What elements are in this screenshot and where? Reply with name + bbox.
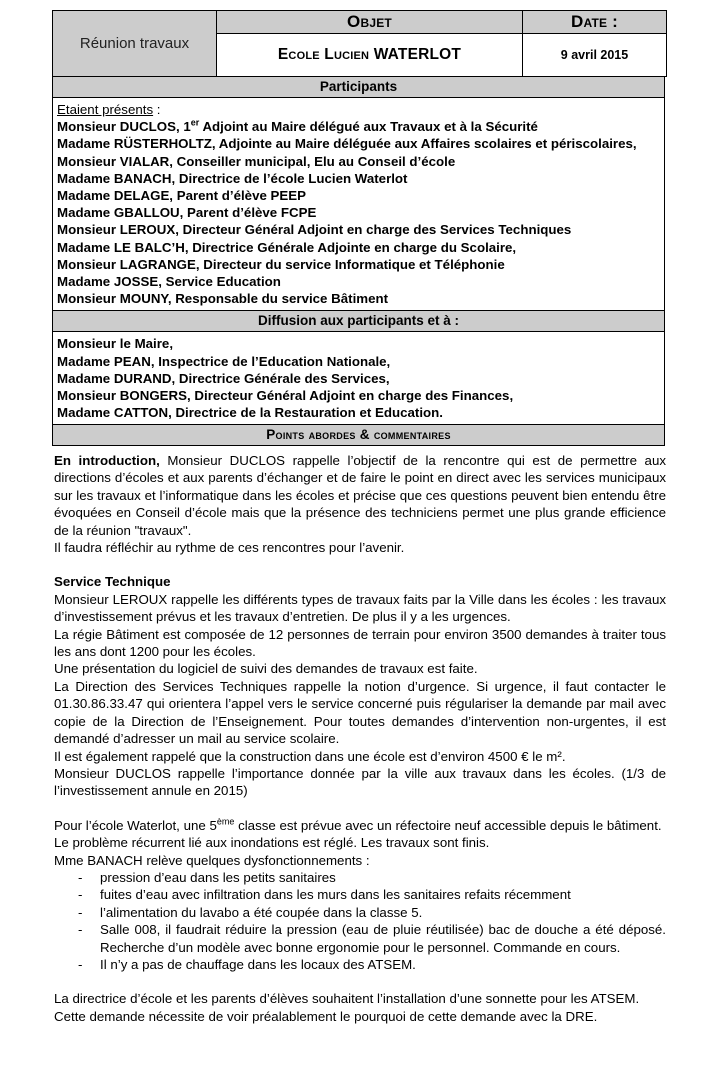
waterlot-paragraph: Mme BANACH relève quelques dysfonctionnements : [54, 852, 370, 868]
date-value-cell [523, 34, 667, 77]
service-technique-heading: Service Technique [54, 574, 171, 590]
waterlot-paragraph: Pour l’école Waterlot, une 5ème classe est prévue avec un réfectoire neuf accessible depuis le bâtiment. [54, 816, 662, 833]
points-section-label: Points abordes & commentaires [266, 427, 451, 443]
list-item: - fuites d’eau avec infiltration dans les murs dans les sanitaires refaits récemment [54, 886, 666, 903]
intro-followup: Il faudra réfléchir au rythme de ces rencontres pour l’avenir. [54, 540, 405, 556]
diffusion-section-header [52, 311, 665, 332]
spacer [54, 800, 666, 817]
participant-line: Madame JOSSE, Service Education [57, 274, 281, 290]
participants-list [52, 98, 665, 311]
dysfunction-list [54, 869, 666, 973]
participant-line: Madame GBALLOU, Parent d’élève FCPE [57, 205, 317, 221]
date-label-cell [523, 11, 667, 34]
participants-section-label: Participants [319, 79, 398, 94]
intro-text: Monsieur DUCLOS rappelle l’objectif de la rencontre qui est de permettre aux directions d’écoles et aux parents d’échanger et de faire le point en direct avec les services municipaux sur les travaux et l’informatique dans les écoles et précise que ces questions peuvent bien entendu être évoquées en Conseil d’école mais que la présence des techniciens permet une plus grande efficience de la réunion "travaux". [54, 453, 666, 538]
participant-line: Madame DELAGE, Parent d’élève PEEP [57, 188, 307, 204]
list-item: - pression d’eau dans les petits sanitaires [54, 869, 666, 886]
list-item: - Salle 008, il faudrait réduire la pression (eau de pluie réutilisée) bac de douche a été déposé. Recherche d’un modèle avec bonne ergonomie pour le personnel. Commande en cours. [54, 921, 666, 956]
meeting-title-cell [53, 11, 217, 77]
objet-label-cell [217, 11, 523, 34]
service-technique-paragraph: Monsieur DUCLOS rappelle l’importance donnée par la ville aux travaux dans les écoles. (1/3 de l’investissement annule en 2015) [54, 765, 666, 799]
meeting-title: Réunion travaux [79, 35, 190, 52]
participants-intro-underlined: Etaient présents [57, 102, 154, 117]
participants-intro-suffix: : [153, 102, 161, 117]
list-item: - l’alimentation du lavabo a été coupée dans la classe 5. [54, 904, 666, 921]
meeting-header-table [52, 10, 667, 77]
diffusion-line: Monsieur le Maire, [57, 336, 174, 352]
participant-line: Monsieur LEROUX, Directeur Général Adjoint en charge des Services Techniques [57, 222, 572, 238]
intro-paragraph [54, 452, 666, 539]
service-technique-paragraph: La Direction des Services Techniques rappelle la notion d’urgence. Si urgence, il faut contacter le 01.30.86.33.47 qui orientera l’appel vers le service concerné puis régulariser la demande par mail avec copie de la Direction de l’Enseignement. Pour toutes demandes d’intervention non-urgentes, il est demandé d’adresser un mail au service scolaire. [54, 678, 666, 747]
service-technique-paragraph: Une présentation du logiciel de suivi des demandes de travaux est faite. [54, 661, 478, 677]
participants-section-header [52, 77, 665, 98]
spacer [54, 556, 666, 573]
intro-lead: En introduction, [54, 453, 160, 468]
participants-intro [57, 101, 664, 118]
diffusion-section-label: Diffusion aux participants et à : [257, 313, 460, 329]
objet-label: Objet [347, 12, 392, 31]
diffusion-line: Madame CATTON, Directrice de la Restauration et Education. [57, 405, 443, 421]
header-row-labels [53, 11, 667, 34]
diffusion-line: Madame PEAN, Inspectrice de l’Education Nationale, [57, 353, 391, 369]
objet-value-cell [217, 34, 523, 77]
participant-line: Madame BANACH, Directrice de l’école Lucien Waterlot [57, 170, 408, 186]
date-value: 9 avril 2015 [560, 48, 629, 62]
participant-line: Madame RÜSTERHOLTZ, Adjointe au Maire déléguée aux Affaires scolaires et périscolaires, [57, 136, 637, 152]
points-section-header [52, 425, 665, 446]
participant-line: Monsieur VIALAR, Conseiller municipal, Elu au Conseil d’école [57, 153, 456, 169]
waterlot-paragraph: Le problème récurrent lié aux inondations est réglé. Les travaux sont finis. [54, 835, 490, 851]
diffusion-list [52, 332, 665, 425]
document-body [54, 452, 666, 1025]
closing-paragraph: Cette demande nécessite de voir préalablement le pourquoi de cette demande avec la DRE. [54, 1008, 598, 1024]
closing-paragraph: La directrice d’école et les parents d’élèves souhaitent l’installation d’une sonnette pour les ATSEM. [54, 991, 640, 1007]
service-technique-paragraph: La régie Bâtiment est composée de 12 personnes de terrain pour environ 3500 demandes à traiter tous les ans dont 1200 pour les écoles. [54, 626, 666, 660]
participant-line: Madame LE BALC’H, Directrice Générale Adjointe en charge du Scolaire, [57, 239, 517, 255]
service-technique-paragraph: Il est également rappelé que la construction dans une école est d’environ 4500 € le m². [54, 748, 566, 764]
participant-line: Monsieur DUCLOS, 1er Adjoint au Maire délégué aux Travaux et à la Sécurité [57, 117, 538, 135]
list-item: - Il n’y a pas de chauffage dans les locaux des ATSEM. [54, 956, 666, 973]
participant-line: Monsieur MOUNY, Responsable du service Bâtiment [57, 291, 389, 307]
service-technique-paragraph: Monsieur LEROUX rappelle les différents types de travaux faits par la Ville dans les écoles : les travaux d’investissement prévus et les travaux d’entretien. De plus il y a les urgences. [54, 591, 666, 625]
diffusion-line: Monsieur BONGERS, Directeur Général Adjoint en charge des Finances, [57, 388, 514, 404]
participant-line: Monsieur LAGRANGE, Directeur du service Informatique et Téléphonie [57, 256, 505, 272]
spacer [54, 973, 666, 990]
objet-value: Ecole Lucien WATERLOT [277, 46, 462, 63]
diffusion-line: Madame DURAND, Directrice Générale des Services, [57, 370, 390, 386]
document-page [52, 10, 665, 446]
date-label: Date : [571, 12, 618, 31]
